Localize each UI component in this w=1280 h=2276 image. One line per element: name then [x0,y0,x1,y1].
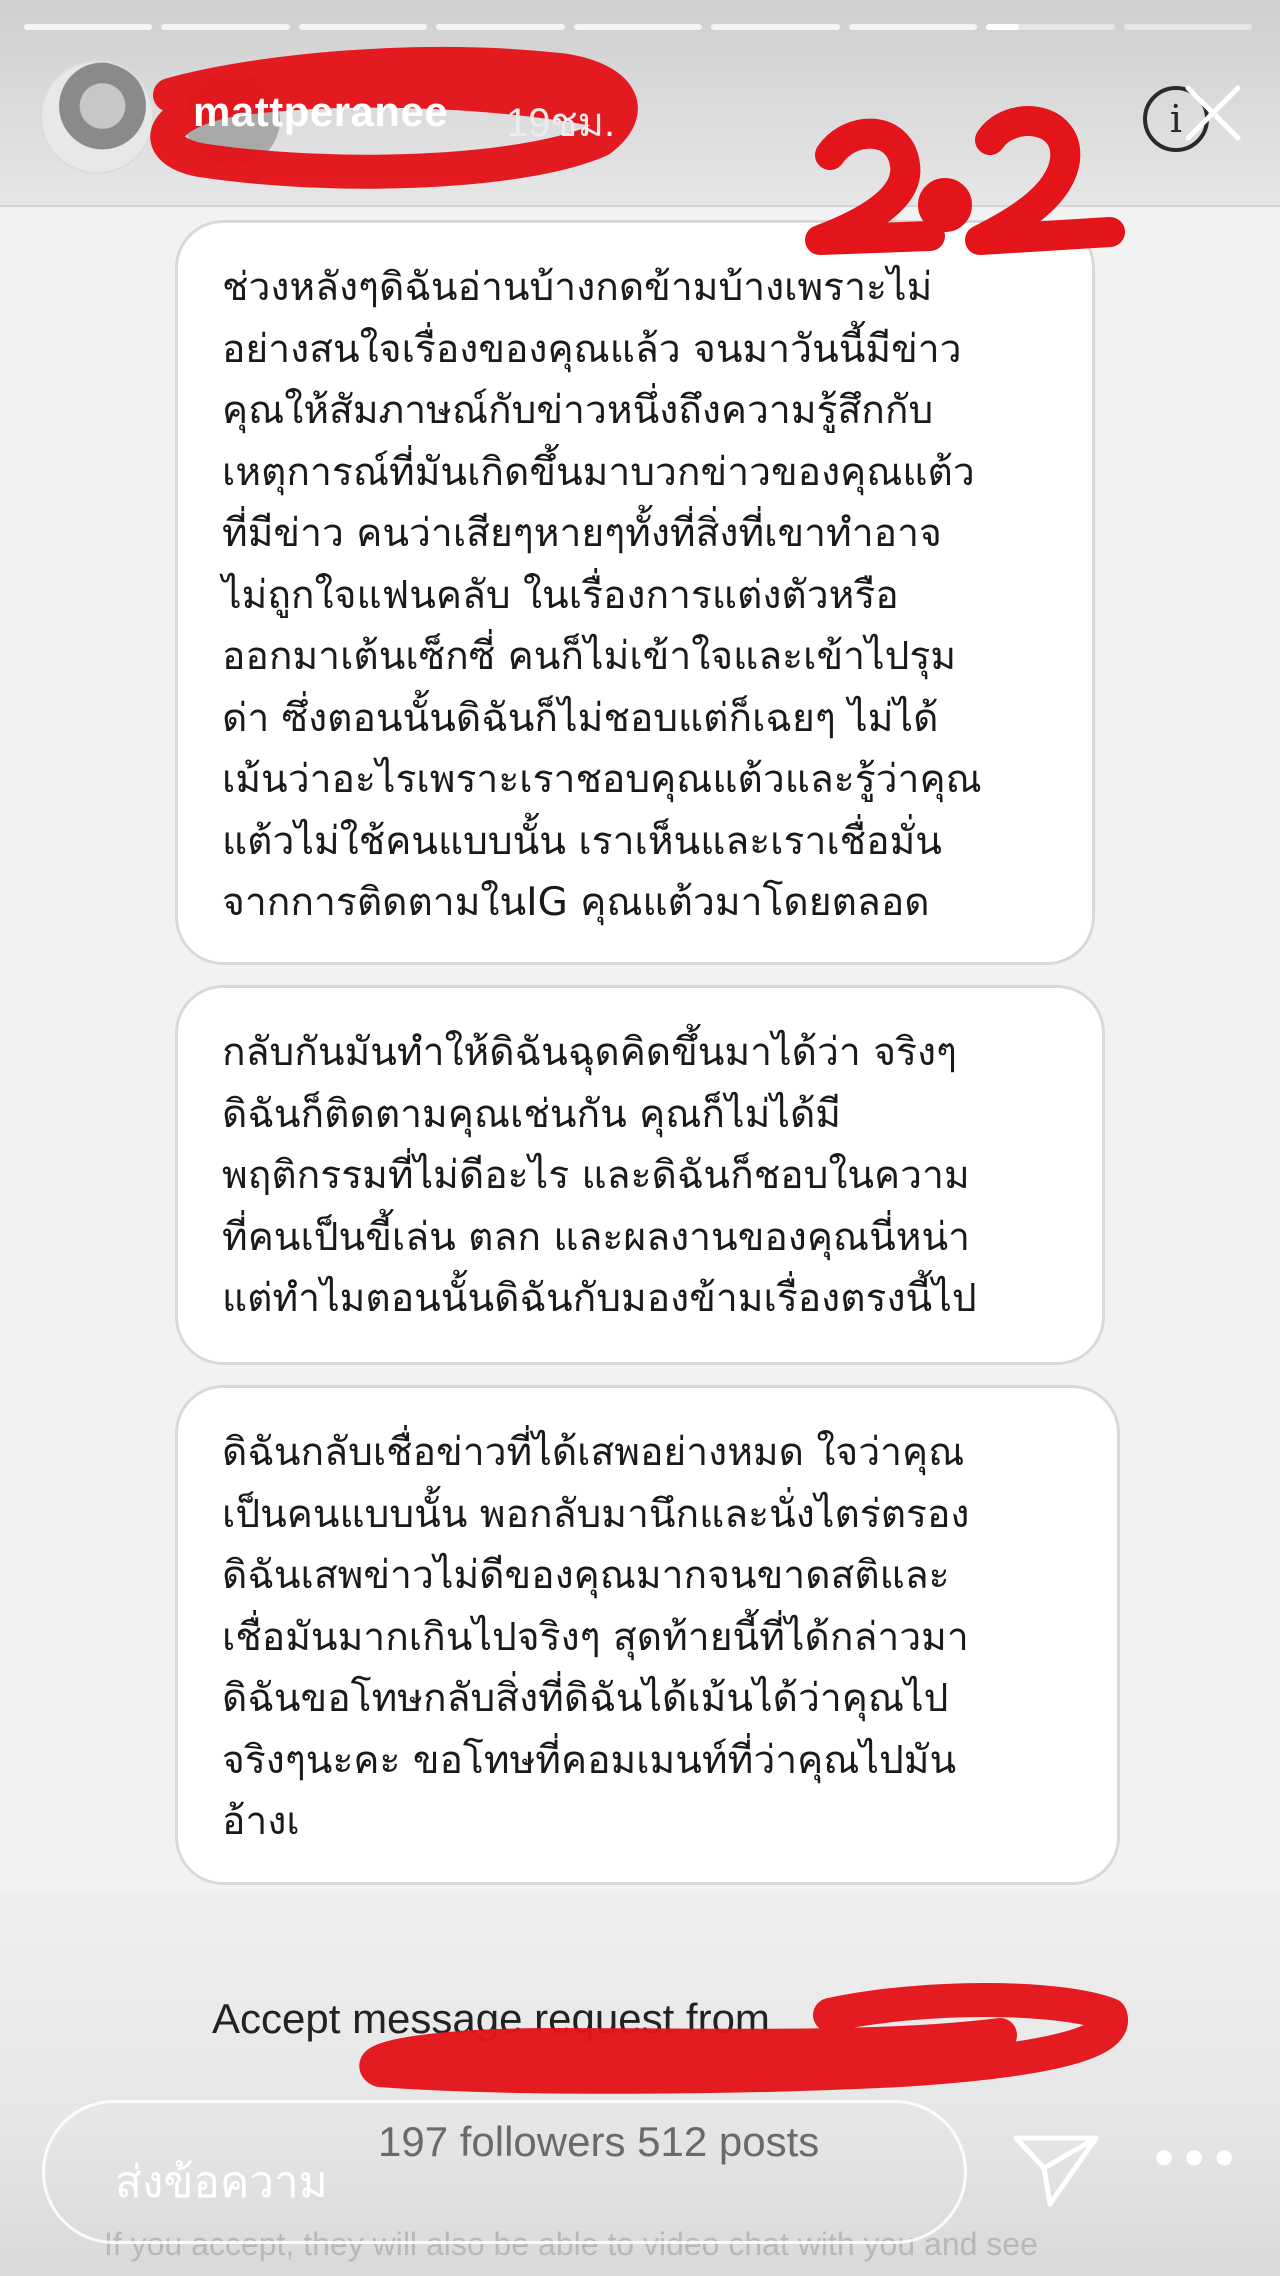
message-bubble [175,220,1095,965]
progress-segment [986,24,1114,30]
message-line: ที่มีข่าว คนว่าเสียๆหายๆทั้งที่สิ่งที่เขาทำอาจ [222,511,942,556]
message-line: ช่วงหลังๆดิฉันอ่านบ้างกดข้ามบ้างเพราะไม่ [222,265,933,310]
sender-stats: 197 followers 512 posts [378,2118,820,2165]
message-line: อ้างเ [222,1799,300,1844]
message-line: จากการติดตามในIG คุณแต้วมาโดยตลอด [222,880,930,925]
message-line: แต่ทำไมตอนนั้นดิฉันกับมองข้ามเรื่องตรงนี้ไป [222,1276,977,1321]
message-line: เหตุการณ์ที่มันเกิดขึ้นมาบวกข่าวของคุณแต้ว [222,449,975,495]
message-line: ดิฉันกลับเชื่อข่าวที่ได้เสพอย่างหมด ใจว่าคุณ [222,1430,965,1475]
story-text-overlay [800,110,1140,270]
message-line: ที่คนเป็นขี้เล่น ตลก และผลงานของคุณนี่หน่า [222,1214,971,1260]
reply-input[interactable] [42,2100,967,2244]
send-icon[interactable] [1010,2130,1102,2210]
progress-segment [161,24,289,30]
story-timestamp: 19ชม. [506,101,616,145]
message-line: จริงๆนะคะ ขอโทษที่คอมเมนท์ที่ว่าคุณไปมัน [222,1737,957,1783]
message-line: แต้วไม่ใช้คนแบบนั้น เราเห็นและเราเชื่อมั่น [222,818,942,864]
progress-segment [711,24,839,30]
close-icon[interactable] [1178,78,1248,148]
message-line: ด่า ซึ่งตอนนั้นดิฉันก็ไม่ชอบแต่ก็เฉยๆ ไม่ได้ [222,695,939,741]
message-line: ออกมาเต้นเซ็กซี่ คนก็ไม่เข้าใจและเข้าไปรุม [222,634,957,679]
message-line: ดิฉันขอโทษกลับสิ่งที่ดิฉันได้เม้นได้ว่าคุณไป [222,1676,949,1721]
avatar[interactable] [40,60,154,174]
message-bubble [175,1385,1120,1885]
message-line: พฤติกรรมที่ไม่ดีอะไร และดิฉันก็ชอบในความ [222,1153,970,1198]
message-line: คุณให้สัมภาษณ์กับข่าวหนึ่งถึงความรู้สึกกับ [222,388,934,433]
message-bubble [175,985,1105,1365]
message-line: อย่างสนใจเรื่องของคุณแล้ว จนมาวันนี้มีข่าว [222,326,962,372]
progress-segment [574,24,702,30]
progress-segment [436,24,564,30]
story-progress-bar [24,24,1252,32]
message-line: ดิฉันเสพข่าวไม่ดีของคุณมากจนขาดสติและ [222,1553,950,1598]
request-fine-print: If you accept, they will also be able to video chat with you and see [104,2226,1038,2262]
message-line: เชื่อมันมากเกินไปจริงๆ สุดท้ายนี้ที่ได้กล่าวมา [222,1614,969,1660]
progress-segment [1124,24,1252,30]
progress-segment [849,24,977,30]
message-line: ดิฉันก็ติดตามคุณเช่นกัน คุณก็ไม่ได้มี [222,1091,842,1137]
message-line: เม้นว่าอะไรเพราะเราชอบคุณแต้วและรู้ว่าคุณ [222,757,982,802]
progress-segment [24,24,152,30]
message-line: กลับกันมันทำให้ดิฉันฉุดคิดขึ้นมาได้ว่า จริงๆ [222,1030,957,1075]
message-line: ไม่ถูกใจแฟนคลับ ในเรื่องการแต่งตัวหรือ [222,572,899,618]
reply-placeholder: ส่งข้อความ [115,2157,328,2208]
message-line: เป็นคนแบบนั้น พอกลับมานึกและนั่งไตร่ตรอง [222,1491,970,1537]
accept-request-text: Accept message request from [212,1995,770,2042]
progress-segment [299,24,427,30]
info-icon[interactable]: i [1143,86,1209,152]
more-icon[interactable]: ••• [1150,2134,1241,2185]
story-username[interactable]: mattperanee [193,88,449,135]
